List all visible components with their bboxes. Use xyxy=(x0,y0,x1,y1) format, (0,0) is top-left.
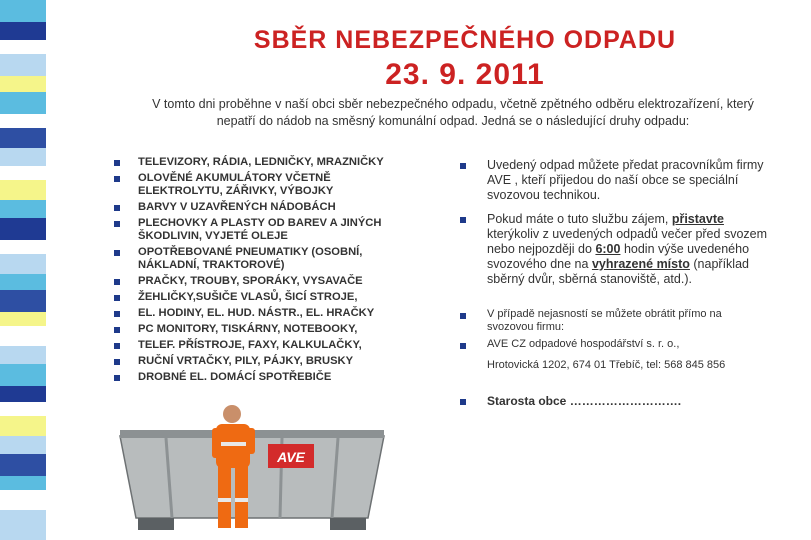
mayor-signature: Starosta obce ………………………. xyxy=(460,394,800,409)
list-item: TELEVIZORY, RÁDIA, LEDNIČKY, MRAZNIČKY xyxy=(112,156,402,169)
bullet-icon xyxy=(460,399,466,405)
waste-list xyxy=(112,156,402,387)
bullet-icon xyxy=(114,250,120,256)
list-item: OPOTŘEBOVANÉ PNEUMATIKY (OSOBNÍ, NÁKLADNÍ, TRAKTOROVÉ) xyxy=(112,246,402,272)
list-item: PRAČKY, TROUBY, SPORÁKY, VYSAVAČE xyxy=(112,275,402,288)
bullet-icon xyxy=(460,313,466,319)
info-paragraph-3: V případě nejasností se můžete obrátit přímo na svozovou firmu: xyxy=(460,308,800,334)
intro-line-1: V tomto dni proběhne v naší obci sběr nebezpečného odpadu, včetně zpětného odběru elektrozařízení, který xyxy=(152,97,754,111)
bullet-icon xyxy=(114,375,120,381)
list-item: PLECHOVKY A PLASTY OD BAREV A JINÝCH ŠKODLIVIN, VYJETÉ OLEJE xyxy=(112,217,402,243)
bullet-icon xyxy=(114,295,120,301)
bullet-icon xyxy=(460,343,466,349)
company-name: AVE CZ odpadové hospodářství s. r. o., xyxy=(487,338,680,350)
bullet-icon xyxy=(114,279,120,285)
list-item: ŽEHLIČKY,SUŠIČE VLASŮ, ŠICÍ STROJE, xyxy=(112,291,402,304)
event-date: 23. 9. 2011 xyxy=(385,58,545,91)
list-item: BARVY V UZAVŘENÝCH NÁDOBÁCH xyxy=(112,201,402,214)
list-item: PC MONITORY, TISKÁRNY, NOTEBOOKY, xyxy=(112,323,402,336)
intro-text xyxy=(100,96,806,130)
list-item: RUČNÍ VRTAČKY, PILY, PÁJKY, BRUSKY xyxy=(112,355,402,368)
list-item: DROBNÉ EL. DOMÁCÍ SPOTŘEBIČE xyxy=(112,371,402,384)
company-address: Hrotovická 1202, 674 01 Třebíč, tel: 568 845 856 xyxy=(487,359,726,371)
bullet-icon xyxy=(114,205,120,211)
list-item: OLOVĚNÉ AKUMULÁTORY VČETNĚ ELEKTROLYTU, ZÁŘIVKY, VÝBOJKY xyxy=(112,172,402,198)
info-paragraph-1: Uvedený odpad můžete předat pracovníkům firmy AVE , kteří přijedou do naší obce se speciální svozovou technikou. xyxy=(460,158,800,203)
bullet-icon xyxy=(114,311,120,317)
bullet-icon xyxy=(114,176,120,182)
bullet-icon xyxy=(114,343,120,349)
intro-line-2: nepatří do nádob na směsný komunální odpad. Jedná se o následující druhy odpadu: xyxy=(216,114,690,128)
bullet-icon xyxy=(460,163,466,169)
ave-logo: AVE xyxy=(277,449,305,465)
info-paragraph-2: Pokud máte o tuto službu zájem, přistavte kterýkoliv z uvedených odpadů večer před svozem nebo nejpozději do 6:00 hodin výše uvedeného svozového dne na vyhrazené místo (například sběrný dvůr, sběrná stanoviště, atd.). xyxy=(460,212,800,287)
company-contact xyxy=(460,338,800,372)
page-title: SBĚR NEBEZPEČNÉHO ODPADU xyxy=(253,26,677,54)
bullet-icon xyxy=(114,359,120,365)
bullet-icon xyxy=(114,221,120,227)
waste-container-image xyxy=(112,400,392,535)
list-item: EL. HODINY, EL. HUD. NÁSTR., EL. HRAČKY xyxy=(112,307,402,320)
list-item: TELEF. PŘÍSTROJE, FAXY, KALKULAČKY, xyxy=(112,339,402,352)
bullet-icon xyxy=(114,160,120,166)
bullet-icon xyxy=(460,217,466,223)
decorative-stripe xyxy=(0,0,46,540)
bullet-icon xyxy=(114,327,120,333)
